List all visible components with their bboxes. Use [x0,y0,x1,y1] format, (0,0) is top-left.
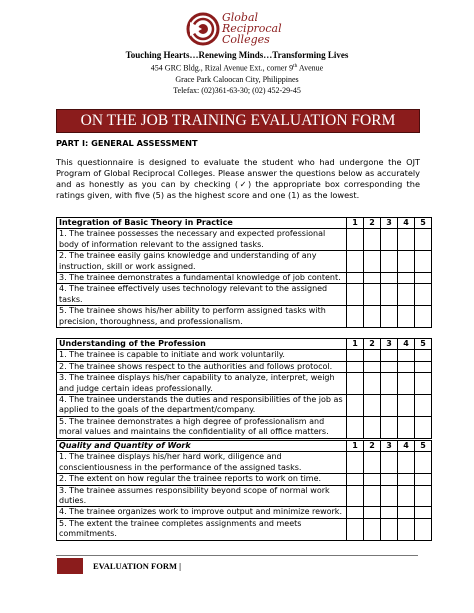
criterion-text: 2. The trainee shows respect to the authorities and follows protocol. [57,361,347,372]
criterion-text: 3. The trainee displays his/her capability to analyze, interpret, weigh and judge certain ideas professionally. [57,373,347,395]
rating-checkbox-4[interactable] [398,485,415,507]
address-ordinal: th [293,63,298,69]
rating-checkbox-3[interactable] [381,518,398,540]
criterion-text: 1. The trainee possesses the necessary and expected professional body of information relevant to the assigned tasks. [57,229,347,251]
college-emblem-icon [186,12,220,46]
table-row [57,395,432,417]
rating-header-1: 1 [347,339,364,350]
rating-checkbox-1[interactable] [347,229,364,251]
rating-checkbox-1[interactable] [347,373,364,395]
criterion-text: 4. The trainee effectively uses technology relevant to the assigned tasks. [57,284,347,306]
rating-checkbox-4[interactable] [398,251,415,273]
rating-checkbox-4[interactable] [398,373,415,395]
rating-checkbox-2[interactable] [364,518,381,540]
rating-checkbox-4[interactable] [398,361,415,372]
address-street: 454 GRC Bldg., Rizal Avenue Ext., corner 9 [150,63,294,73]
section-title: Understanding of the Profession [57,339,347,350]
rating-checkbox-1[interactable] [347,306,364,328]
rating-checkbox-1[interactable] [347,507,364,518]
table-row [57,485,432,507]
logo-line-2: Reciprocal [222,22,282,35]
rating-checkbox-5[interactable] [415,452,432,474]
rating-checkbox-3[interactable] [381,273,398,284]
rating-checkbox-1[interactable] [347,395,364,417]
rating-checkbox-2[interactable] [364,251,381,273]
criterion-text: 4. The trainee organizes work to improve output and minimize rework. [57,507,347,518]
rating-header-3: 3 [381,218,398,229]
criterion-text: 2. The extent on how regular the trainee reports to work on time. [57,474,347,485]
rating-checkbox-5[interactable] [415,350,432,361]
rating-header-4: 4 [398,441,415,452]
rating-checkbox-2[interactable] [364,485,381,507]
table-row [57,251,432,273]
rating-checkbox-5[interactable] [415,507,432,518]
logo-wordmark [222,12,282,45]
rating-checkbox-1[interactable] [347,350,364,361]
table-row [57,452,432,474]
rating-checkbox-2[interactable] [364,284,381,306]
college-logo [186,12,298,48]
criterion-text: 5. The extent the trainee completes assignments and meets commitments. [57,518,347,540]
rating-checkbox-4[interactable] [398,350,415,361]
table-row [57,416,432,438]
table-row [57,518,432,540]
instructions-paragraph: This questionnaire is designed to evaluate the student who had undergone the OJT Program of Global Reciprocal Colleges. Please answer the questions below as accurately and as honestly as you can by checking (✓) the appropriate box corresponding the ratings given, with five (5) as the highest score and one (1) as the lowest. [56,157,420,200]
table-row [57,306,432,328]
form-title-banner: ON THE JOB TRAINING EVALUATION FORM [56,109,420,133]
rating-checkbox-5[interactable] [415,373,432,395]
rating-checkbox-2[interactable] [364,452,381,474]
footer-divider [56,555,418,556]
rating-checkbox-5[interactable] [415,284,432,306]
table-row [57,273,432,284]
college-header [0,49,474,96]
logo-line-3: Colleges [222,33,270,46]
rating-header-2: 2 [364,339,381,350]
table-row [57,284,432,306]
rating-checkbox-3[interactable] [381,474,398,485]
rating-checkbox-3[interactable] [381,284,398,306]
rating-checkbox-5[interactable] [415,474,432,485]
rating-header-5: 5 [415,339,432,350]
rating-checkbox-1[interactable] [347,485,364,507]
rating-header-2: 2 [364,218,381,229]
rating-checkbox-3[interactable] [381,507,398,518]
rating-checkbox-1[interactable] [347,518,364,540]
criterion-text: 3. The trainee demonstrates a fundamental knowledge of job content. [57,273,347,284]
criterion-text: 5. The trainee demonstrates a high degree of professionalism and moral values and maintains the confidentiality of all office matters. [57,416,347,438]
rating-checkbox-5[interactable] [415,251,432,273]
rating-header-1: 1 [347,218,364,229]
rating-checkbox-4[interactable] [398,273,415,284]
address-street-end: Avenue [297,63,324,73]
rating-checkbox-3[interactable] [381,416,398,438]
rating-checkbox-2[interactable] [364,474,381,485]
table-row [57,350,432,361]
rating-checkbox-5[interactable] [415,361,432,372]
criterion-text: 5. The trainee shows his/her ability to perform assigned tasks with precision, thoroughness, and professionalism. [57,306,347,328]
rating-checkbox-1[interactable] [347,361,364,372]
rating-checkbox-5[interactable] [415,518,432,540]
rating-checkbox-3[interactable] [381,306,398,328]
rating-checkbox-2[interactable] [364,306,381,328]
criterion-text: 2. The trainee easily gains knowledge and understanding of any instruction, skill or work assigned. [57,251,347,273]
rating-checkbox-3[interactable] [381,452,398,474]
rating-checkbox-4[interactable] [398,507,415,518]
rating-checkbox-3[interactable] [381,395,398,417]
rating-header-1: 1 [347,441,364,452]
logo-line-1: Global [222,11,259,24]
section-title: Quality and Quantity of Work [57,441,347,452]
rating-checkbox-4[interactable] [398,284,415,306]
rating-checkbox-5[interactable] [415,229,432,251]
footer-color-block [57,558,83,574]
rating-checkbox-4[interactable] [398,518,415,540]
table-row [57,229,432,251]
table-header-row [57,339,432,350]
rating-header-5: 5 [415,218,432,229]
rating-checkbox-1[interactable] [347,452,364,474]
rating-checkbox-4[interactable] [398,229,415,251]
rating-checkbox-1[interactable] [347,251,364,273]
rating-header-3: 3 [381,441,398,452]
table-row [57,361,432,372]
rating-checkbox-5[interactable] [415,306,432,328]
rating-header-4: 4 [398,339,415,350]
rating-checkbox-5[interactable] [415,416,432,438]
table-row [57,507,432,518]
rating-checkbox-2[interactable] [364,507,381,518]
rating-header-5: 5 [415,441,432,452]
rating-header-3: 3 [381,339,398,350]
table-header-row [57,218,432,229]
table-row [57,373,432,395]
address-line-1 [0,61,474,74]
rating-checkbox-2[interactable] [364,416,381,438]
rating-checkbox-4[interactable] [398,306,415,328]
rating-checkbox-2[interactable] [364,229,381,251]
rating-header-4: 4 [398,218,415,229]
part-title: PART I: GENERAL ASSESSMENT [56,138,198,148]
rating-checkbox-4[interactable] [398,474,415,485]
rating-checkbox-5[interactable] [415,485,432,507]
rating-checkbox-2[interactable] [364,361,381,372]
rating-checkbox-4[interactable] [398,452,415,474]
rating-checkbox-3[interactable] [381,373,398,395]
rating-checkbox-3[interactable] [381,229,398,251]
rating-checkbox-1[interactable] [347,474,364,485]
table-row [57,474,432,485]
tagline: Touching Hearts…Renewing Minds…Transforming Lives [125,50,349,60]
rating-checkbox-3[interactable] [381,485,398,507]
rating-checkbox-5[interactable] [415,395,432,417]
rating-checkbox-4[interactable] [398,395,415,417]
rating-checkbox-3[interactable] [381,361,398,372]
criterion-text: 1. The trainee is capable to initiate and work voluntarily. [57,350,347,361]
table-header-row [57,441,432,452]
telefax: Telefax: (02)361-63-30; (02) 452-29-45 [173,85,301,95]
rating-checkbox-1[interactable] [347,284,364,306]
criterion-text: 1. The trainee displays his/her hard work, diligence and conscientiousness in the performance of the assigned tasks. [57,452,347,474]
address-line-2: Grace Park Caloocan City, Philippines [175,74,299,84]
rating-checkbox-1[interactable] [347,416,364,438]
section-title: Integration of Basic Theory in Practice [57,218,347,229]
rating-checkbox-4[interactable] [398,416,415,438]
rating-checkbox-2[interactable] [364,395,381,417]
footer-label: EVALUATION FORM | [93,561,181,571]
rating-checkbox-2[interactable] [364,273,381,284]
rating-checkbox-2[interactable] [364,373,381,395]
criterion-text: 4. The trainee understands the duties and responsibilities of the job as applied to the goals of the department/company. [57,395,347,417]
rating-header-2: 2 [364,441,381,452]
criterion-text: 3. The trainee assumes responsibility beyond scope of normal work duties. [57,485,347,507]
rating-table-integration [56,217,432,328]
rating-checkbox-3[interactable] [381,251,398,273]
rating-table-quality [56,440,432,541]
rating-checkbox-2[interactable] [364,350,381,361]
rating-checkbox-5[interactable] [415,273,432,284]
rating-checkbox-1[interactable] [347,273,364,284]
rating-table-profession [56,338,432,439]
rating-checkbox-3[interactable] [381,350,398,361]
